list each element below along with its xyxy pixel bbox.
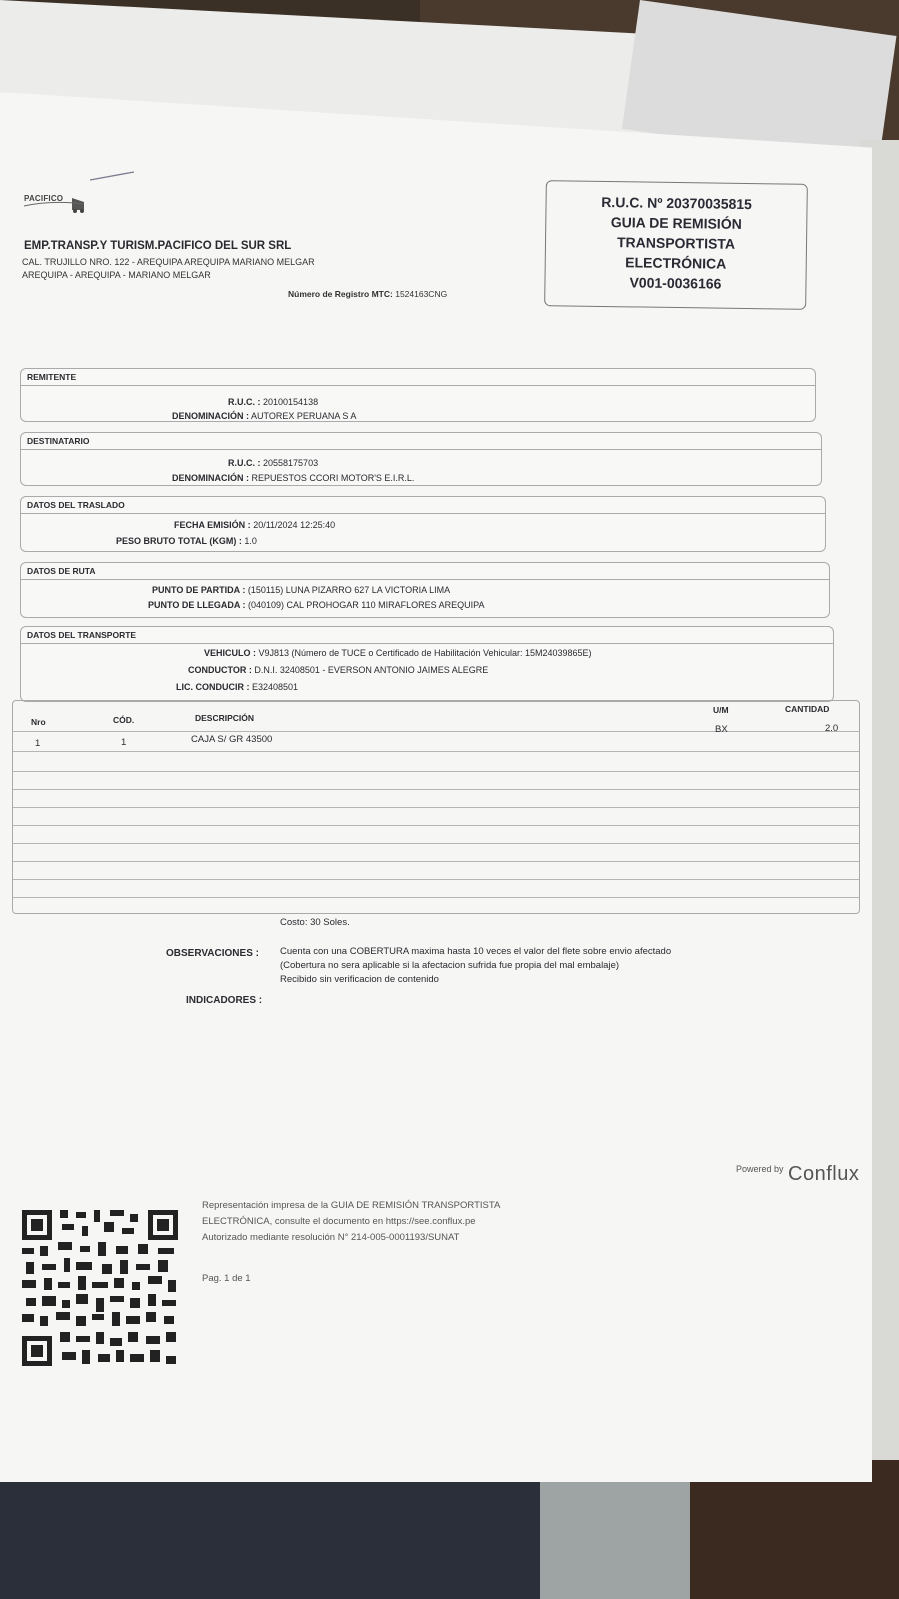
field-label: CONDUCTOR :: [188, 665, 252, 675]
footer-line1: Representación impresa de la GUIA DE REMISIÓN TRANSPORTISTA: [202, 1200, 501, 1211]
doc-type-line2: TRANSPORTISTA: [616, 234, 736, 252]
ruta-llegada: [148, 600, 484, 610]
section-title: DESTINATARIO: [21, 433, 821, 450]
field-value: (150115) LUNA PIZARRO 627 LA VICTORIA LIMA: [247, 585, 451, 595]
section-title: DATOS DEL TRASLADO: [21, 497, 825, 514]
traslado-fecha: [174, 520, 335, 530]
section-title: REMITENTE: [21, 369, 815, 386]
field-label: PUNTO DE PARTIDA :: [152, 585, 246, 595]
observaciones-line2: (Cobertura no sera aplicable si la afectacion sufrida fue propia del mal embalaje): [280, 960, 620, 971]
field-value: 20100154138: [263, 397, 319, 407]
company-address-1: CAL. TRUJILLO NRO. 122 - AREQUIPA AREQUIPA MARIANO MELGAR: [22, 257, 315, 267]
field-value: (040109) CAL PROHOGAR 110 MIRAFLORES AREQUIPA: [248, 600, 485, 610]
items-table: [12, 700, 860, 914]
observaciones-line1: Cuenta con una COBERTURA maxima hasta 10 veces el valor del flete sobre envio afectado: [280, 946, 672, 957]
section-remitente: [20, 368, 816, 422]
registro-mtc: [288, 289, 447, 299]
cell-cantidad: 2.0: [825, 723, 839, 734]
table-line: [13, 789, 859, 790]
field-label: VEHICULO :: [204, 648, 257, 658]
remitente-denominacion: [172, 411, 356, 421]
doc-number: V001-0036166: [629, 274, 722, 292]
doc-type-line1: GUIA DE REMISIÓN: [610, 214, 742, 232]
destinatario-ruc: [228, 458, 318, 468]
qr-code-icon: [18, 1206, 182, 1370]
col-header-cantidad: CANTIDAD: [785, 704, 830, 714]
table-line: [13, 879, 859, 880]
field-label: R.U.C. :: [228, 458, 261, 468]
doc-type-line3: ELECTRÓNICA: [625, 254, 727, 272]
section-title: DATOS DE RUTA: [21, 563, 829, 580]
traslado-peso: [116, 536, 257, 546]
col-header-um: U/M: [713, 705, 729, 715]
cell-cod: 1: [121, 737, 127, 748]
remitente-ruc: [228, 397, 318, 407]
indicadores-label: INDICADORES :: [186, 995, 263, 1006]
field-value: REPUESTOS CCORI MOTOR'S E.I.R.L.: [251, 473, 415, 483]
logo-text: PACIFICO: [24, 194, 64, 203]
section-destinatario: [20, 432, 822, 486]
destinatario-denominacion: [172, 473, 414, 483]
transporte-vehiculo: [204, 648, 592, 658]
footer-line2: ELECTRÓNICA, consulte el documento en https://see.conflux.pe: [202, 1216, 476, 1227]
field-label: R.U.C. :: [228, 397, 261, 407]
ruc-number: R.U.C. Nº 20370035815: [601, 193, 753, 213]
field-value: E32408501: [252, 682, 299, 692]
company-name: EMP.TRANSP.Y TURISM.PACIFICO DEL SUR SRL: [24, 240, 292, 252]
conflux-brand: Conflux: [788, 1163, 860, 1185]
field-label: PUNTO DE LLEGADA :: [148, 600, 246, 610]
powered-by-label: Powered by: [736, 1164, 784, 1174]
field-label: DENOMINACIÓN :: [172, 411, 249, 421]
footer-line3: Autorizado mediante resolución N° 214-005-0001193/SUNAT: [202, 1232, 460, 1243]
col-header-nro: Nro: [31, 717, 46, 727]
col-header-descripcion: DESCRIPCIÓN: [195, 713, 255, 723]
field-label: FECHA EMISIÓN :: [174, 520, 251, 530]
transporte-conductor: [188, 665, 488, 675]
bus-icon: [22, 190, 102, 220]
table-line: [13, 751, 859, 752]
table-line: [13, 771, 859, 772]
ruc-header-box: [544, 180, 808, 310]
registro-value: 1524163CNG: [395, 289, 448, 299]
table-line: [13, 861, 859, 862]
cell-descripcion: CAJA S/ GR 43500: [191, 734, 273, 745]
field-label: DENOMINACIÓN :: [172, 473, 249, 483]
col-header-cod: CÓD.: [113, 715, 135, 725]
field-label: PESO BRUTO TOTAL (KGM) :: [116, 536, 242, 546]
field-value: D.N.I. 32408501 - EVERSON ANTONIO JAIMES ALEGRE: [254, 665, 489, 675]
costo-text: Costo: 30 Soles.: [280, 917, 350, 928]
table-line: [13, 843, 859, 844]
table-divider: [13, 731, 859, 732]
pen-mark: [88, 168, 138, 184]
observaciones-label: OBSERVACIONES :: [166, 948, 259, 959]
observaciones-line3: Recibido sin verificacion de contenido: [280, 974, 439, 985]
field-value: AUTOREX PERUANA S A: [251, 411, 357, 421]
table-line: [13, 897, 859, 898]
section-title: DATOS DEL TRANSPORTE: [21, 627, 833, 644]
transporte-licencia: [176, 682, 298, 692]
ruta-partida: [152, 585, 450, 595]
field-value: 1.0: [244, 536, 257, 546]
field-label: LIC. CONDUCIR :: [176, 682, 250, 692]
company-logo: [22, 190, 102, 220]
field-value: V9J813 (Número de TUCE o Certificado de Habilitación Vehicular: 15M24039865E): [258, 648, 592, 658]
page-number: Pag. 1 de 1: [202, 1273, 251, 1284]
cell-um: BX: [715, 724, 728, 735]
company-address-2: AREQUIPA - AREQUIPA - MARIANO MELGAR: [22, 270, 211, 280]
table-line: [13, 825, 859, 826]
registro-label: Número de Registro MTC:: [288, 289, 393, 299]
table-line: [13, 807, 859, 808]
field-value: 20/11/2024 12:25:40: [253, 520, 336, 530]
field-value: 20558175703: [263, 458, 319, 468]
cell-nro: 1: [35, 738, 41, 749]
section-transporte: [20, 626, 834, 702]
